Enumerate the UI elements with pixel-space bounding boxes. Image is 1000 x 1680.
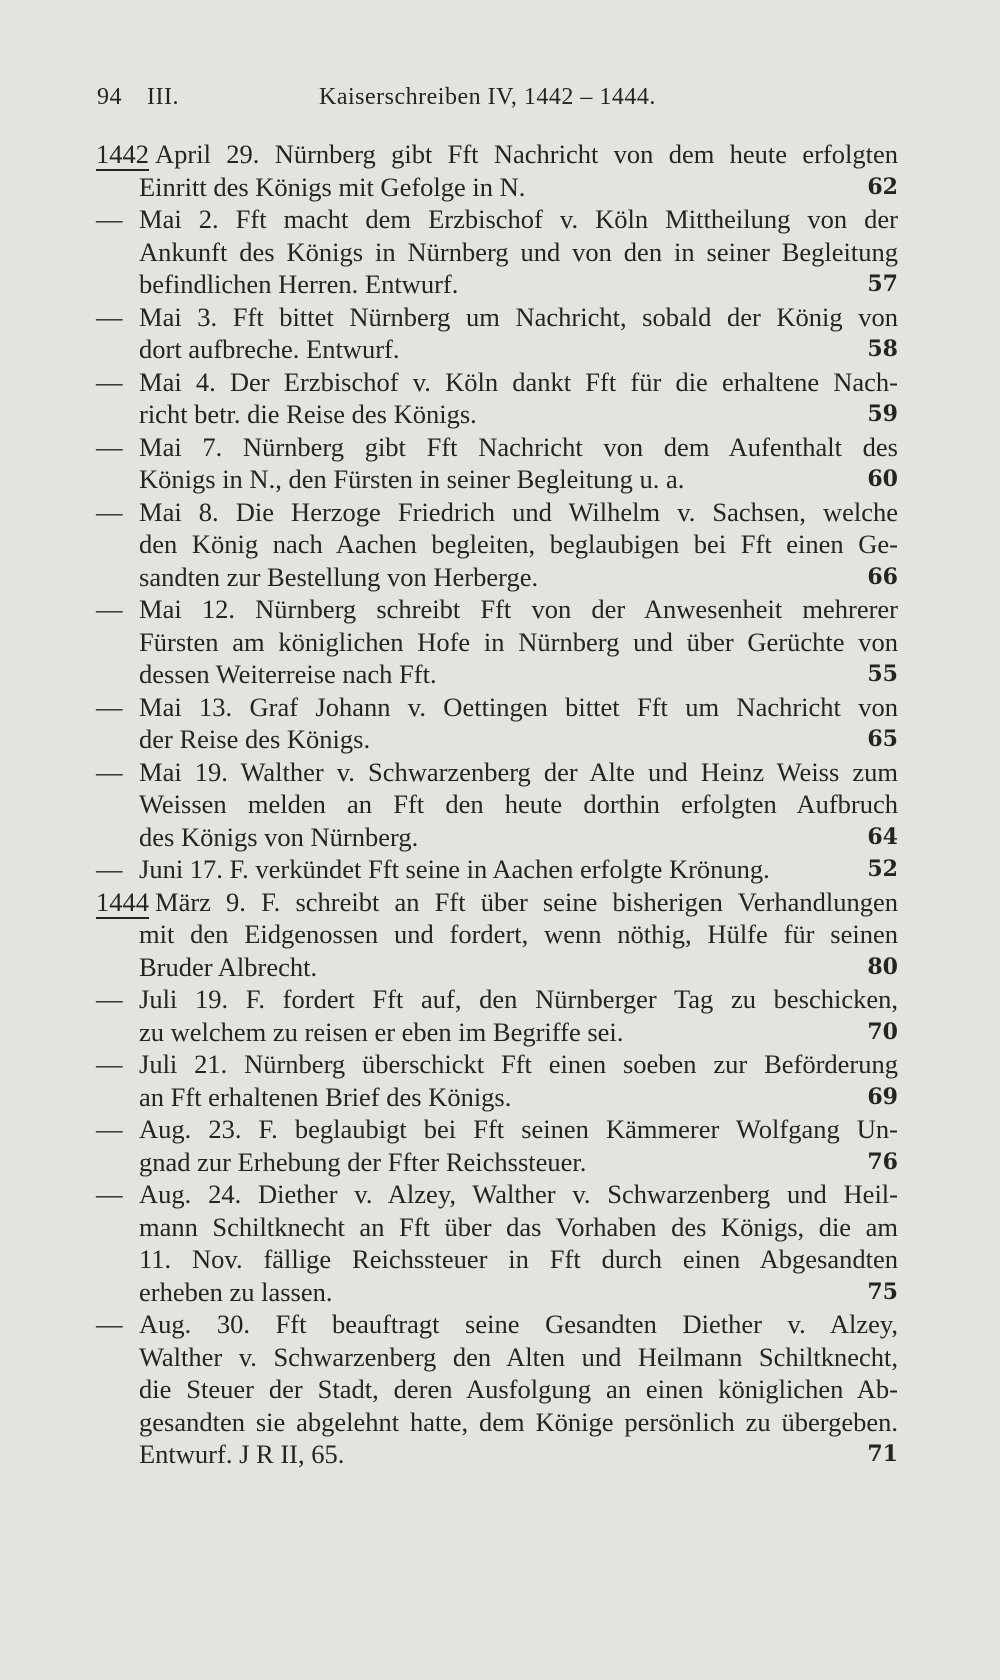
entry-text: Königs in N., den Fürsten in seiner Begleitung u. a. <box>139 464 685 494</box>
entry-text: zu welchem zu reisen er eben im Begriffe sei. <box>139 1016 624 1047</box>
entry-text: Fürsten am königlichen Hofe in Nürnberg und über Gerüchte von <box>139 626 898 657</box>
regest-entry <box>0 1113 1000 1178</box>
entry-line <box>0 1341 1000 1374</box>
entry-text: Aug. 30. Fft beauftragt seine Gesandten Diether v. Alzey, <box>139 1309 898 1339</box>
ditto-dash: — <box>96 1049 123 1079</box>
entry-line <box>0 951 1000 984</box>
regest-entry <box>0 203 1000 301</box>
document-number: 66 <box>867 563 898 590</box>
document-number: 70 <box>867 1018 898 1045</box>
entry-text: März 9. F. schreibt an Fft über seine bisherigen Verhandlungen <box>155 886 898 917</box>
document-number: 60 <box>867 466 898 492</box>
entry-text: Walther v. Schwarzenberg den Alten und Heilmann Schiltknecht, <box>139 1341 898 1372</box>
entry-line <box>0 821 1000 854</box>
regest-list <box>0 138 1000 1471</box>
entry-line <box>0 463 1000 496</box>
ditto-dash: — <box>96 204 123 234</box>
entry-line <box>0 171 1000 204</box>
document-number: 80 <box>867 953 898 980</box>
entry-text: dessen Weiterreise nach Fft. <box>139 659 437 689</box>
regest-entry <box>0 756 1000 854</box>
entry-text: mit den Eidgenossen und fordert, wenn nöthig, Hülfe für seinen <box>139 919 898 949</box>
document-number: 62 <box>867 173 898 200</box>
page-number: 94 <box>97 84 122 110</box>
entry-text: Mai 7. Nürnberg gibt Fft Nachricht von dem Aufenthalt des <box>139 431 898 462</box>
regest-entry <box>0 983 1000 1048</box>
ditto-dash: — <box>96 854 123 884</box>
entry-text: mann Schiltknecht an Fft über das Vorhaben des Königs, die am <box>139 1211 898 1242</box>
entry-line <box>0 723 1000 756</box>
regest-entry <box>0 853 1000 886</box>
entry-text: gnad zur Erhebung der Ffter Reichssteuer. <box>139 1146 587 1177</box>
entry-text: Bruder Albrecht. <box>139 951 318 982</box>
ditto-dash: — <box>96 1179 123 1209</box>
regest-entry <box>0 138 1000 203</box>
entry-text: sandten zur Bestellung von Herberge. <box>139 561 539 592</box>
document-number: 75 <box>867 1278 898 1305</box>
entry-text: den König nach Aachen begleiten, beglaubigen bei Fft einen Ge- <box>139 529 898 559</box>
entry-line <box>0 366 1000 399</box>
entry-line <box>0 1178 1000 1211</box>
entry-line <box>0 691 1000 724</box>
ditto-dash: — <box>96 366 123 397</box>
regest-entry <box>0 593 1000 691</box>
entry-line <box>0 626 1000 659</box>
entry-text: dort aufbreche. Entwurf. <box>139 334 400 364</box>
entry-text: richt betr. die Reise des Königs. <box>139 399 477 429</box>
entry-text: Aug. 23. F. beglaubigt bei Fft seinen Kämmerer Wolfgang Un- <box>139 1114 898 1144</box>
entry-text: Aug. 24. Diether v. Alzey, Walther v. Schwarzenberg und Heil- <box>139 1179 898 1209</box>
entry-text: Mai 12. Nürnberg schreibt Fft von der Anwesenheit mehrerer <box>139 594 898 624</box>
regest-entry <box>0 1048 1000 1113</box>
entry-line <box>0 1276 1000 1309</box>
ditto-dash: — <box>96 301 123 332</box>
entry-line <box>0 788 1000 821</box>
regest-entry <box>0 886 1000 984</box>
document-number: 69 <box>867 1083 898 1110</box>
ditto-dash: — <box>96 984 123 1014</box>
entry-line <box>0 983 1000 1016</box>
entry-line <box>0 333 1000 366</box>
ditto-dash: — <box>96 496 123 527</box>
entry-text: erheben zu lassen. <box>139 1276 333 1307</box>
entry-text: Juli 19. F. fordert Fft auf, den Nürnberger Tag zu beschicken, <box>139 984 898 1014</box>
entry-line <box>0 528 1000 561</box>
document-number: 64 <box>867 823 898 850</box>
entry-line <box>0 138 1000 171</box>
entry-text: Mai 2. Fft macht dem Erzbischof v. Köln Mittheilung von der <box>139 204 898 234</box>
entry-text: Weissen melden an Fft den heute dorthin erfolgten Aufbruch <box>139 789 898 819</box>
entry-line <box>0 756 1000 789</box>
document-number: 52 <box>867 856 898 882</box>
ditto-dash: — <box>96 1309 123 1339</box>
entry-line <box>0 268 1000 301</box>
regest-entry <box>0 431 1000 496</box>
entry-line <box>0 593 1000 626</box>
entry-line <box>0 1406 1000 1439</box>
document-number: 76 <box>867 1148 898 1175</box>
document-number: 59 <box>867 401 898 427</box>
year-marker: 1444 <box>96 886 149 917</box>
entry-text: Mai 13. Graf Johann v. Oettingen bittet Fft um Nachricht von <box>139 691 898 722</box>
entry-line <box>0 918 1000 951</box>
regest-entry <box>0 301 1000 366</box>
ditto-dash: — <box>96 691 123 722</box>
entry-text: an Fft erhaltenen Brief des Königs. <box>139 1081 512 1112</box>
entry-line <box>0 236 1000 269</box>
entry-text: Entwurf. J R II, 65. <box>139 1439 345 1469</box>
entry-line <box>0 398 1000 431</box>
entry-text: befindlichen Herren. Entwurf. <box>139 269 459 299</box>
entry-text: Mai 19. Walther v. Schwarzenberg der Alte und Heinz Weiss zum <box>139 756 898 787</box>
regest-entry <box>0 1308 1000 1471</box>
entry-line <box>0 1048 1000 1081</box>
entry-text: Juli 21. Nürnberg überschickt Fft einen soeben zur Beförderung <box>139 1049 898 1079</box>
entry-text: 11. Nov. fällige Reichssteuer in Fft durch einen Abgesandten <box>139 1244 898 1274</box>
regest-entry <box>0 1178 1000 1308</box>
document-number: 55 <box>867 661 898 687</box>
entry-text: Ankunft des Königs in Nürnberg und von den in seiner Begleitung <box>139 236 898 267</box>
entry-line <box>0 496 1000 529</box>
running-title: Kaiserschreiben IV, 1442 – 1444. <box>319 84 656 110</box>
entry-line <box>0 203 1000 236</box>
ditto-dash: — <box>96 756 123 787</box>
entry-line <box>0 1113 1000 1146</box>
document-number: 58 <box>867 336 898 362</box>
document-number: 71 <box>867 1441 898 1467</box>
regest-entry <box>0 691 1000 756</box>
document-number: 65 <box>867 726 898 752</box>
running-header <box>97 84 677 124</box>
entry-line <box>0 1081 1000 1114</box>
entry-text: des Königs von Nürnberg. <box>139 821 419 852</box>
entry-text: die Steuer der Stadt, deren Ausfolgung an einen königlichen Ab- <box>139 1374 898 1404</box>
entry-line <box>0 1438 1000 1471</box>
entry-line <box>0 1146 1000 1179</box>
entry-line <box>0 1243 1000 1276</box>
entry-line <box>0 853 1000 886</box>
entry-line <box>0 561 1000 594</box>
entry-text: Mai 3. Fft bittet Nürnberg um Nachricht, sobald der König von <box>139 301 898 332</box>
entry-text: Mai 4. Der Erzbischof v. Köln dankt Fft für die erhaltene Nach- <box>139 366 898 397</box>
entry-line <box>0 431 1000 464</box>
ditto-dash: — <box>96 431 123 462</box>
entry-line <box>0 886 1000 919</box>
document-number: 57 <box>867 271 898 297</box>
entry-line <box>0 658 1000 691</box>
entry-text: der Reise des Königs. <box>139 724 371 754</box>
year-marker: 1442 <box>96 139 149 169</box>
entry-text: Mai 8. Die Herzoge Friedrich und Wilhelm v. Sachsen, welche <box>139 496 898 527</box>
entry-line <box>0 1211 1000 1244</box>
entry-text: Einritt des Königs mit Gefolge in N. <box>139 171 526 202</box>
ditto-dash: — <box>96 1114 123 1144</box>
entry-line <box>0 1308 1000 1341</box>
entry-text: April 29. Nürnberg gibt Fft Nachricht von dem heute erfolgten <box>155 139 898 169</box>
entry-line <box>0 1373 1000 1406</box>
entry-line <box>0 1016 1000 1049</box>
entry-text: Juni 17. F. verkündet Fft seine in Aachen erfolgte Krönung. <box>139 854 770 884</box>
entry-text: gesandten sie abgelehnt hatte, dem Könige persönlich zu übergeben. <box>139 1406 898 1437</box>
regest-entry <box>0 496 1000 594</box>
regest-entry <box>0 366 1000 431</box>
entry-line <box>0 301 1000 334</box>
section-label: III. <box>147 84 179 110</box>
ditto-dash: — <box>96 594 123 624</box>
